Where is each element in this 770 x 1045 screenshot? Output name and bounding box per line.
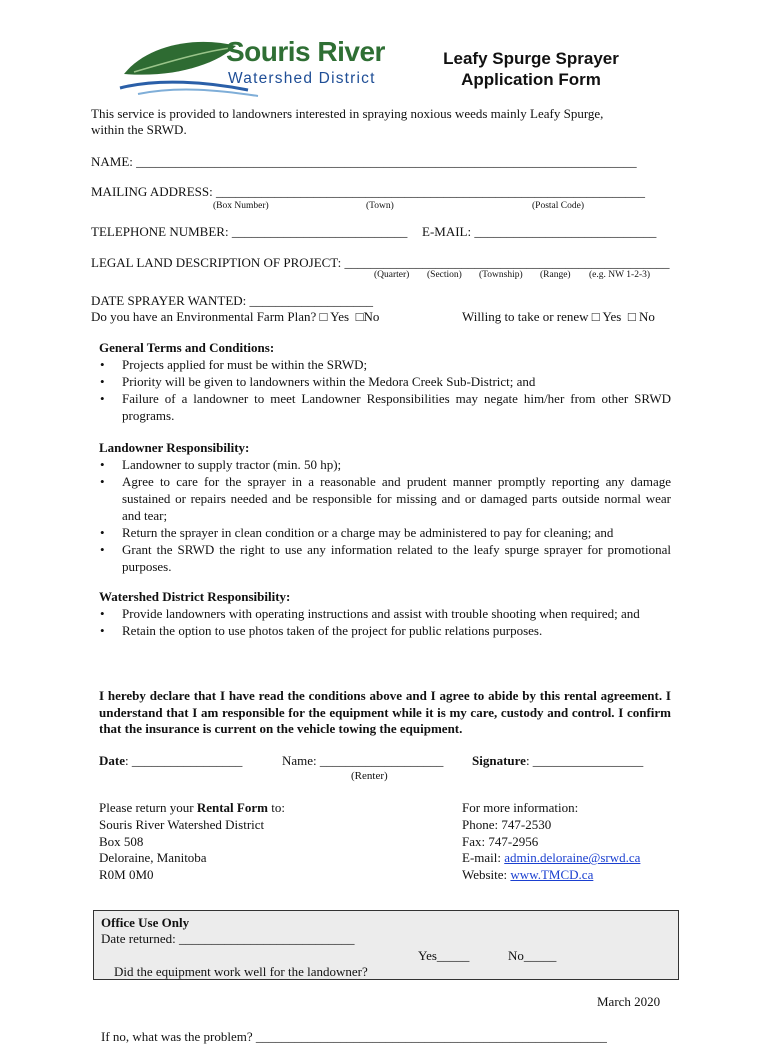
date-wanted-field[interactable] (91, 293, 373, 309)
efp-question (91, 309, 379, 325)
legal-section-hint: (Section) (427, 270, 462, 280)
renew-question-label: Willing to take or renew (462, 309, 592, 324)
title-line-1: Leafy Spurge Sprayer (443, 49, 619, 68)
telephone-field[interactable] (91, 224, 407, 240)
list-item: • Grant the SRWD the right to use any information related to the leafy spurge sprayer for promotional purposes. (99, 541, 671, 575)
return-prefix: Please return your (99, 800, 197, 815)
office-date-returned[interactable]: Date returned: ___________________________ (101, 931, 355, 947)
title-line-2: Application Form (461, 70, 601, 89)
office-heading (101, 915, 671, 931)
telephone-label: TELEPHONE NUMBER: (91, 224, 232, 239)
list-item: • Priority will be given to landowners within the Medora Creek Sub-District; and (99, 373, 671, 390)
contact-email-line (462, 850, 722, 867)
date-wanted-blank[interactable]: ___________________ (249, 293, 374, 308)
return-line-4: Deloraine, Manitoba (99, 850, 207, 866)
renew-yes-label: Yes (602, 309, 622, 324)
renew-yes-checkbox-icon[interactable]: □ (591, 309, 600, 324)
address-town-hint: (Town) (366, 201, 394, 211)
list-item: • Agree to care for the sprayer in a reasonable and prudent manner promptly reporting any damage sustained or repairs needed and be responsible for missing and or damaged parts outside normal wear and tear; (99, 473, 671, 524)
date-wanted-label: DATE SPRAYER WANTED: (91, 293, 250, 308)
legal-land-field[interactable] (91, 255, 669, 271)
district-heading: Watershed District Responsibility: (99, 589, 291, 604)
declaration-text: I hereby declare that I have read the conditions above and I agree to abide by this rental agreement. I understand that I am responsible for the equipment while it is my care, custody and control. I confirm that the insurance is current on the vehicle towing the equipment. (99, 688, 671, 736)
return-line-2: Souris River Watershed District (99, 816, 265, 832)
office-yes-blank[interactable]: Yes_____ (418, 947, 470, 963)
intro-line-2: within the SRWD. (91, 122, 187, 137)
signature-name-field[interactable] (282, 753, 443, 769)
landowner-responsibility-section (99, 440, 671, 575)
address-blank[interactable]: __________________________________________________________________ (215, 184, 645, 199)
efp-yes-label: Yes (330, 309, 350, 324)
signature-field[interactable] (472, 753, 643, 769)
contact-phone: Phone: 747-2530 (462, 816, 552, 832)
sig-name-label: Name: (282, 753, 320, 768)
logo-name: Souris River (226, 36, 385, 67)
mailing-address-field[interactable] (91, 184, 645, 200)
office-heading-text: Office Use Only (101, 915, 190, 930)
sig-date-label: Date (99, 753, 125, 768)
legal-label: LEGAL LAND DESCRIPTION OF PROJECT: (91, 255, 345, 270)
sig-signature-label: Signature (472, 753, 526, 768)
list-item: • Projects applied for must be within the SRWD; (99, 356, 671, 373)
name-blank[interactable]: _____________________________________________________________________________ (136, 154, 637, 169)
address-box-hint: (Box Number) (213, 201, 269, 211)
office-problem[interactable]: If no, what was the problem? ______________________________________________________ (101, 1029, 607, 1045)
telephone-blank[interactable]: ___________________________ (231, 224, 408, 239)
legal-range-hint: (Range) (540, 270, 571, 280)
contact-email-link[interactable]: admin.deloraine@srwd.ca (504, 850, 641, 866)
efp-no-checkbox-icon[interactable]: □ (355, 309, 364, 324)
intro-text (91, 106, 691, 138)
general-terms-heading: General Terms and Conditions: (99, 340, 275, 355)
sig-signature-blank[interactable]: : _________________ (525, 753, 644, 768)
landowner-list (99, 456, 671, 575)
contact-website-line (462, 867, 722, 884)
renew-no-label: No (638, 309, 655, 324)
district-responsibility-section (99, 589, 671, 639)
legal-example-hint: (e.g. NW 1-2-3) (589, 270, 651, 280)
signature-date-field[interactable] (99, 753, 242, 769)
legal-blank[interactable]: __________________________________________________ (344, 255, 670, 270)
district-list (99, 605, 671, 639)
intro-line-1: This service is provided to landowners interested in spraying noxious weeds mainly Leafy Spurge, (91, 106, 604, 121)
efp-yes-checkbox-icon[interactable]: □ (319, 309, 328, 324)
email-field[interactable] (422, 224, 656, 240)
renew-no-checkbox-icon[interactable]: □ (627, 309, 636, 324)
office-no-blank[interactable]: No_____ (508, 947, 557, 963)
logo (118, 34, 388, 100)
list-item: • Return the sprayer in clean condition or a charge may be administered to pay for cleaning; and (99, 524, 671, 541)
efp-question-label: Do you have an Environmental Farm Plan? (91, 309, 320, 324)
email-label: E-MAIL: (422, 224, 475, 239)
contact-fax: Fax: 747-2956 (462, 833, 539, 849)
footer-date: March 2020 (597, 994, 661, 1009)
contact-info (462, 800, 722, 884)
legal-quarter-hint: (Quarter) (374, 270, 410, 280)
return-suffix: to: (267, 800, 285, 815)
address-label: MAILING ADDRESS: (91, 184, 216, 199)
name-field[interactable] (91, 154, 637, 170)
list-item: • Retain the option to use photos taken of the project for public relations purposes. (99, 622, 671, 639)
name-label: NAME: (91, 154, 137, 169)
return-line-1 (99, 800, 419, 817)
renew-question (462, 309, 655, 325)
contact-website-label: Website: (462, 867, 511, 883)
return-line-5: R0M 0M0 (99, 867, 154, 883)
return-line-3: Box 508 (99, 833, 144, 849)
logo-subtitle: Watershed District (228, 70, 376, 87)
list-item: • Provide landowners with operating instructions and assist with trouble shooting when required; and (99, 605, 671, 622)
contact-website-link[interactable]: www.TMCD.ca (510, 867, 594, 883)
sig-name-blank[interactable]: ___________________ (319, 753, 444, 768)
email-blank[interactable]: ____________________________ (474, 224, 657, 239)
contact-email-label: E-mail: (462, 850, 505, 866)
list-item: • Landowner to supply tractor (min. 50 hp); (99, 456, 671, 473)
renter-hint: (Renter) (351, 770, 388, 782)
office-question-row (101, 948, 671, 1029)
efp-no-label: No (363, 309, 380, 324)
legal-township-hint: (Township) (479, 270, 523, 280)
form-title (420, 48, 642, 90)
landowner-heading: Landowner Responsibility: (99, 440, 250, 455)
office-question: Did the equipment work well for the landowner? (114, 963, 368, 979)
contact-heading: For more information: (462, 800, 579, 815)
general-terms-list (99, 356, 671, 424)
return-form-name: Rental Form (196, 800, 268, 815)
address-postal-hint: (Postal Code) (532, 201, 584, 211)
list-item: • Failure of a landowner to meet Landowner Responsibilities may negate him/her from other SRWD programs. (99, 390, 671, 424)
return-info (99, 800, 419, 884)
sig-date-blank[interactable]: : _________________ (125, 753, 243, 768)
general-terms-section (99, 340, 671, 424)
